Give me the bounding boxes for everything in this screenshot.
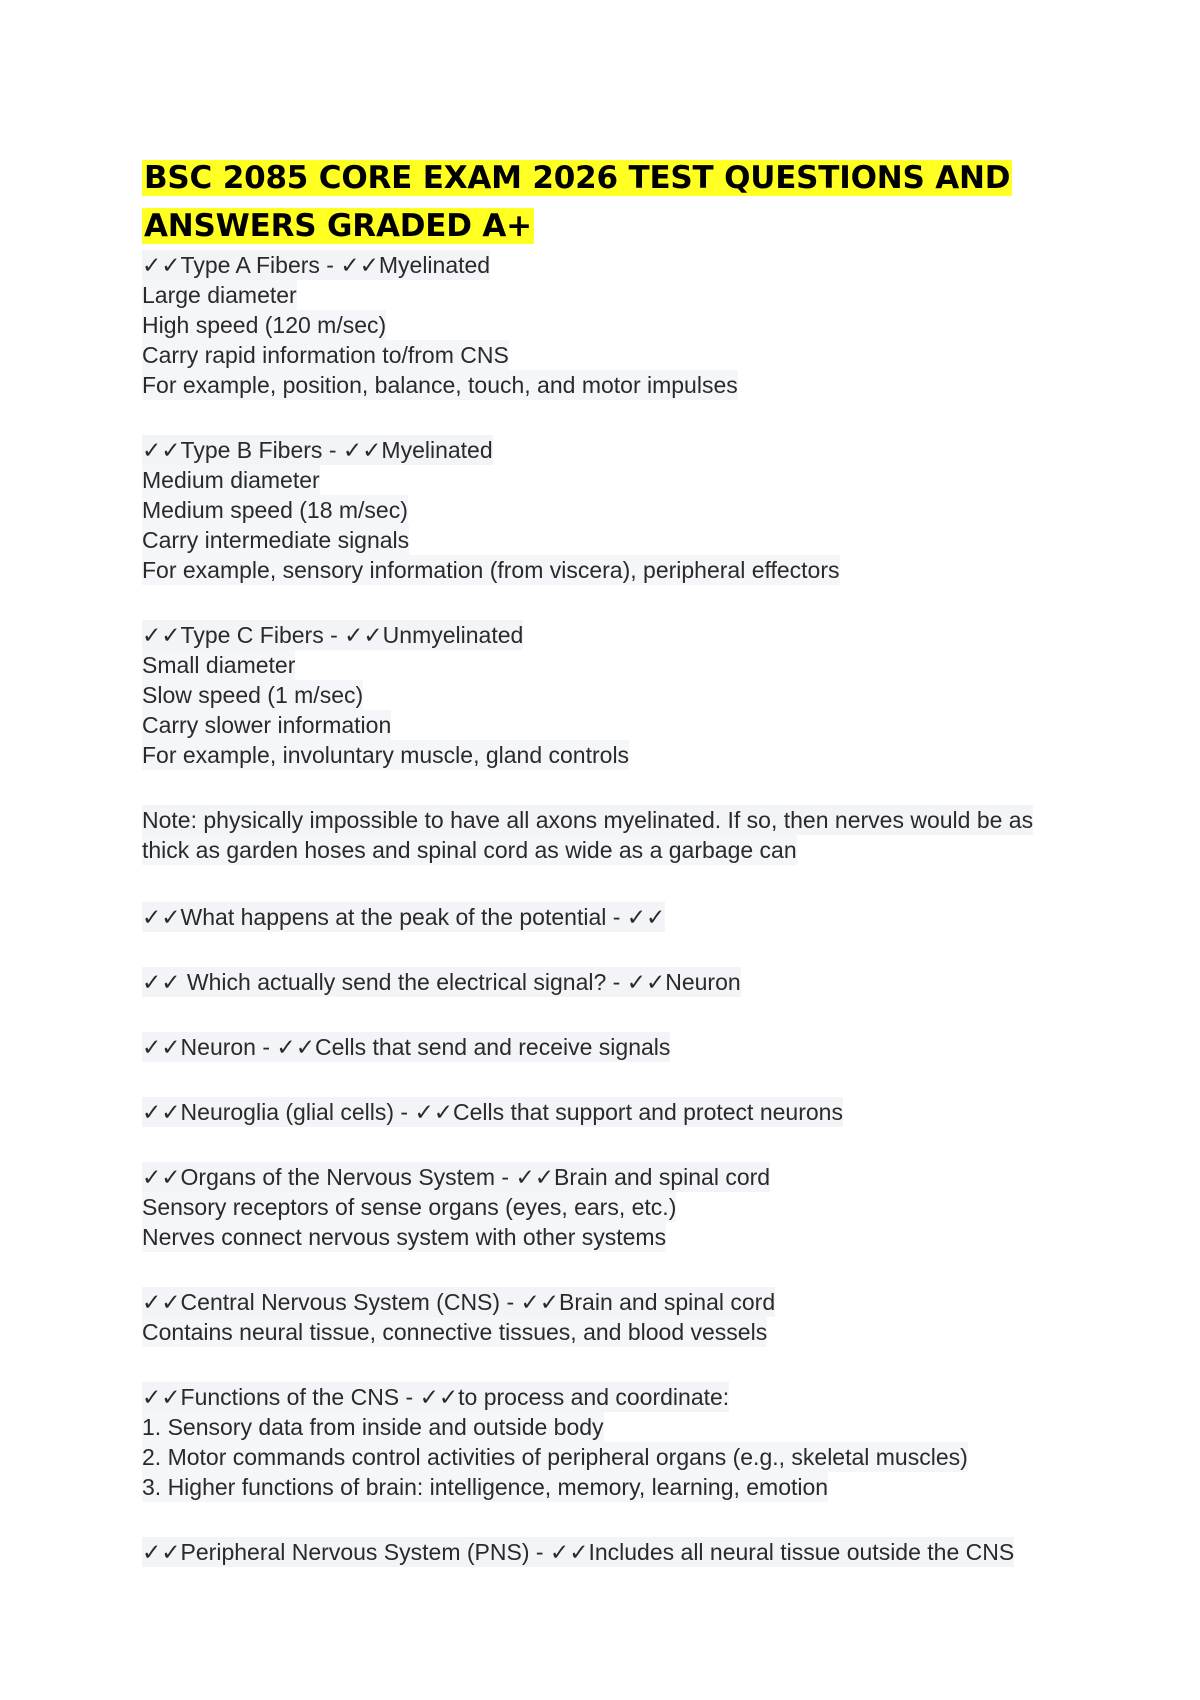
qa-entry-line: Medium speed (18 m/sec): [142, 497, 408, 523]
qa-entry-line: Nerves connect nervous system with other systems: [142, 1224, 667, 1250]
qa-entry-heading: ✓✓Neuroglia (glial cells) - ✓✓Cells that support and protect neurons: [142, 1099, 843, 1125]
qa-entry-list: [142, 250, 1102, 1567]
qa-entry: [142, 1162, 1102, 1252]
qa-entry: [142, 620, 1102, 770]
qa-entry-line: Small diameter: [142, 652, 296, 678]
qa-entry-line: Carry rapid information to/from CNS: [142, 342, 509, 368]
document-title-text-2: ANSWERS GRADED A+: [144, 208, 532, 244]
qa-entry-line: 3. Higher functions of brain: intelligence, memory, learning, emotion: [142, 1474, 829, 1500]
qa-entry: [142, 805, 1102, 865]
qa-entry-heading: ✓✓ Which actually send the electrical signal? - ✓✓Neuron: [142, 969, 741, 995]
qa-entry-heading: Note: physically impossible to have all axons myelinated. If so, then nerves would be as: [142, 807, 1034, 833]
qa-entry: [142, 1287, 1102, 1347]
document-title-line-2: [142, 202, 1102, 250]
qa-entry-heading: ✓✓Type C Fibers - ✓✓Unmyelinated: [142, 622, 524, 648]
qa-entry-heading: ✓✓Organs of the Nervous System - ✓✓Brain and spinal cord: [142, 1164, 771, 1190]
qa-entry-line: For example, position, balance, touch, and motor impulses: [142, 372, 738, 398]
qa-entry: [142, 1032, 1102, 1062]
qa-entry-heading: ✓✓What happens at the peak of the potential - ✓✓: [142, 904, 666, 930]
qa-entry-line: Medium diameter: [142, 467, 320, 493]
qa-entry-line: Sensory receptors of sense organs (eyes, ears, etc.): [142, 1194, 677, 1220]
qa-entry-line: 2. Motor commands control activities of peripheral organs (e.g., skeletal muscles): [142, 1444, 968, 1470]
qa-entry-line: thick as garden hoses and spinal cord as wide as a garbage can: [142, 837, 797, 863]
qa-entry-line: High speed (120 m/sec): [142, 312, 387, 338]
qa-entry-heading: ✓✓Central Nervous System (CNS) - ✓✓Brain and spinal cord: [142, 1289, 776, 1315]
qa-entry: [142, 1097, 1102, 1127]
qa-entry-line: For example, involuntary muscle, gland controls: [142, 742, 630, 768]
qa-entry-line: Large diameter: [142, 282, 297, 308]
qa-entry: [142, 1382, 1102, 1502]
qa-entry-heading: ✓✓Type A Fibers - ✓✓Myelinated: [142, 252, 491, 278]
qa-entry-heading: ✓✓Type B Fibers - ✓✓Myelinated: [142, 437, 493, 463]
qa-entry: [142, 250, 1102, 400]
qa-entry-heading: ✓✓Neuron - ✓✓Cells that send and receive signals: [142, 1034, 671, 1060]
document-page: [142, 154, 1102, 1602]
qa-entry-line: Carry intermediate signals: [142, 527, 410, 553]
qa-entry-line: Slow speed (1 m/sec): [142, 682, 364, 708]
qa-entry: [142, 902, 1102, 932]
document-title-line-1: [142, 154, 1102, 202]
qa-entry: [142, 967, 1102, 997]
qa-entry-line: For example, sensory information (from viscera), peripheral effectors: [142, 557, 840, 583]
qa-entry-heading: ✓✓Functions of the CNS - ✓✓to process and coordinate:: [142, 1384, 730, 1410]
qa-entry-line: 1. Sensory data from inside and outside body: [142, 1414, 604, 1440]
document-title-text-1: BSC 2085 CORE EXAM 2026 TEST QUESTIONS AND: [144, 160, 1011, 196]
qa-entry: [142, 1537, 1102, 1567]
qa-entry-line: Carry slower information: [142, 712, 392, 738]
qa-entry-heading: ✓✓Peripheral Nervous System (PNS) - ✓✓Includes all neural tissue outside the CNS: [142, 1539, 1015, 1565]
qa-entry: [142, 435, 1102, 585]
document-title: [142, 154, 1102, 250]
qa-entry-line: Contains neural tissue, connective tissues, and blood vessels: [142, 1319, 768, 1345]
